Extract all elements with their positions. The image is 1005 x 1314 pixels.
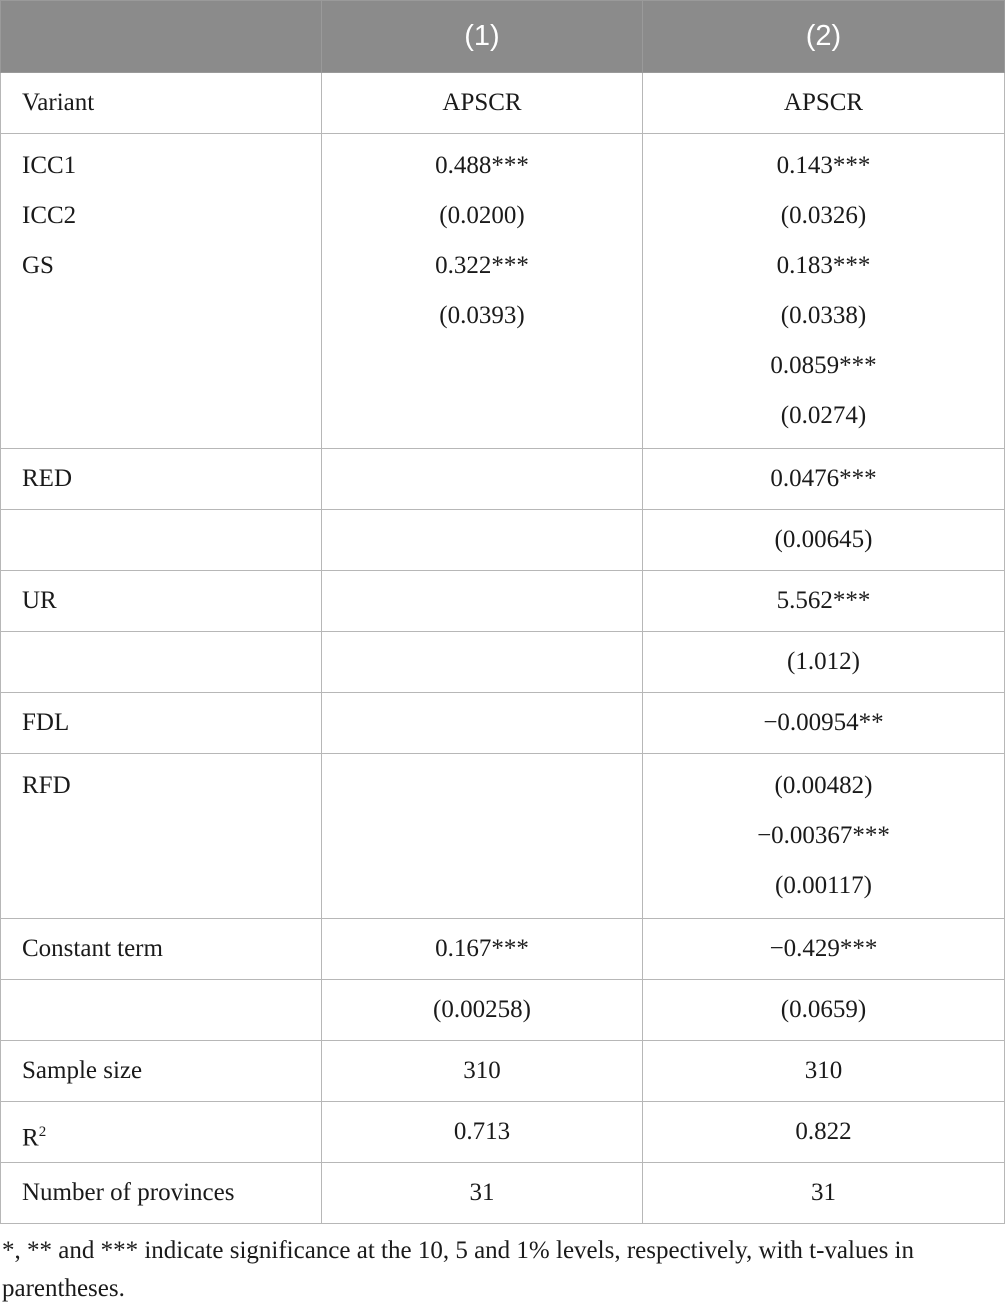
row-constant (1, 919, 1005, 980)
row-ur-se (1, 632, 1005, 693)
row-label: UR (1, 571, 322, 632)
cell-model-2: −0.429*** (643, 919, 1005, 980)
row-label (1, 632, 322, 693)
row-label: FDL (1, 693, 322, 754)
row-variant (1, 73, 1005, 134)
cell-model-1: 0.713 (322, 1102, 643, 1163)
cell-model-2: (0.00482) −0.00367*** (0.00117) (643, 754, 1005, 919)
row-red (1, 449, 1005, 510)
row-label: RFD (1, 754, 322, 919)
header-model-1: (1) (322, 1, 643, 73)
row-main-coefficients (1, 134, 1005, 449)
row-rfd (1, 754, 1005, 919)
label-icc1: ICC1 (22, 152, 77, 179)
cell-model-1 (322, 632, 643, 693)
cell-model-1 (322, 693, 643, 754)
cell-model-1: 310 (322, 1041, 643, 1102)
cell-model-2: (0.0659) (643, 980, 1005, 1041)
header-row (1, 1, 1005, 73)
cell-model-2: −0.00954** (643, 693, 1005, 754)
cell-model-2: (1.012) (643, 632, 1005, 693)
cell-model-1 (322, 571, 643, 632)
row-label (1, 510, 322, 571)
row-red-se (1, 510, 1005, 571)
header-blank (1, 1, 322, 73)
label-icc2: ICC2 (22, 202, 77, 229)
row-label: Sample size (1, 1041, 322, 1102)
cell-model-1: 31 (322, 1163, 643, 1224)
row-fdl (1, 693, 1005, 754)
cell-model-2: 0.143*** (0.0326) 0.183*** (0.0338) 0.0859*** (0.0274) (643, 134, 1005, 449)
cell-model-1: (0.00258) (322, 980, 643, 1041)
row-sample-size (1, 1041, 1005, 1102)
row-label: Constant term (1, 919, 322, 980)
cell-model-2: 310 (643, 1041, 1005, 1102)
cell-model-2: 5.562*** (643, 571, 1005, 632)
cell-model-2: 31 (643, 1163, 1005, 1224)
cell-model-2: (0.00645) (643, 510, 1005, 571)
row-label: RED (1, 449, 322, 510)
row-label: $R^2$ (1, 1102, 322, 1163)
header-model-2: (2) (643, 1, 1005, 73)
row-label-group (1, 134, 322, 449)
label-gs: GS (22, 252, 54, 279)
table-footnote: *, ** and *** indicate significance at the 10, 5 and 1% levels, respectively, with t-values in parentheses. (2, 1237, 914, 1302)
cell-model-1 (322, 449, 643, 510)
row-label (1, 980, 322, 1041)
row-ur (1, 571, 1005, 632)
row-label: Number of provinces (1, 1163, 322, 1224)
cell-model-1 (322, 510, 643, 571)
cell-model-2: 0.0476*** (643, 449, 1005, 510)
cell-model-1: 0.167*** (322, 919, 643, 980)
row-provinces (1, 1163, 1005, 1224)
row-r-squared (1, 1102, 1005, 1163)
cell-model-1: APSCR (322, 73, 643, 134)
cell-model-2: 0.822 (643, 1102, 1005, 1163)
row-label: Variant (1, 73, 322, 134)
row-constant-se (1, 980, 1005, 1041)
cell-model-1 (322, 754, 643, 919)
cell-model-1: 0.488*** (0.0200) 0.322*** (0.0393) (322, 134, 643, 449)
cell-model-2: APSCR (643, 73, 1005, 134)
